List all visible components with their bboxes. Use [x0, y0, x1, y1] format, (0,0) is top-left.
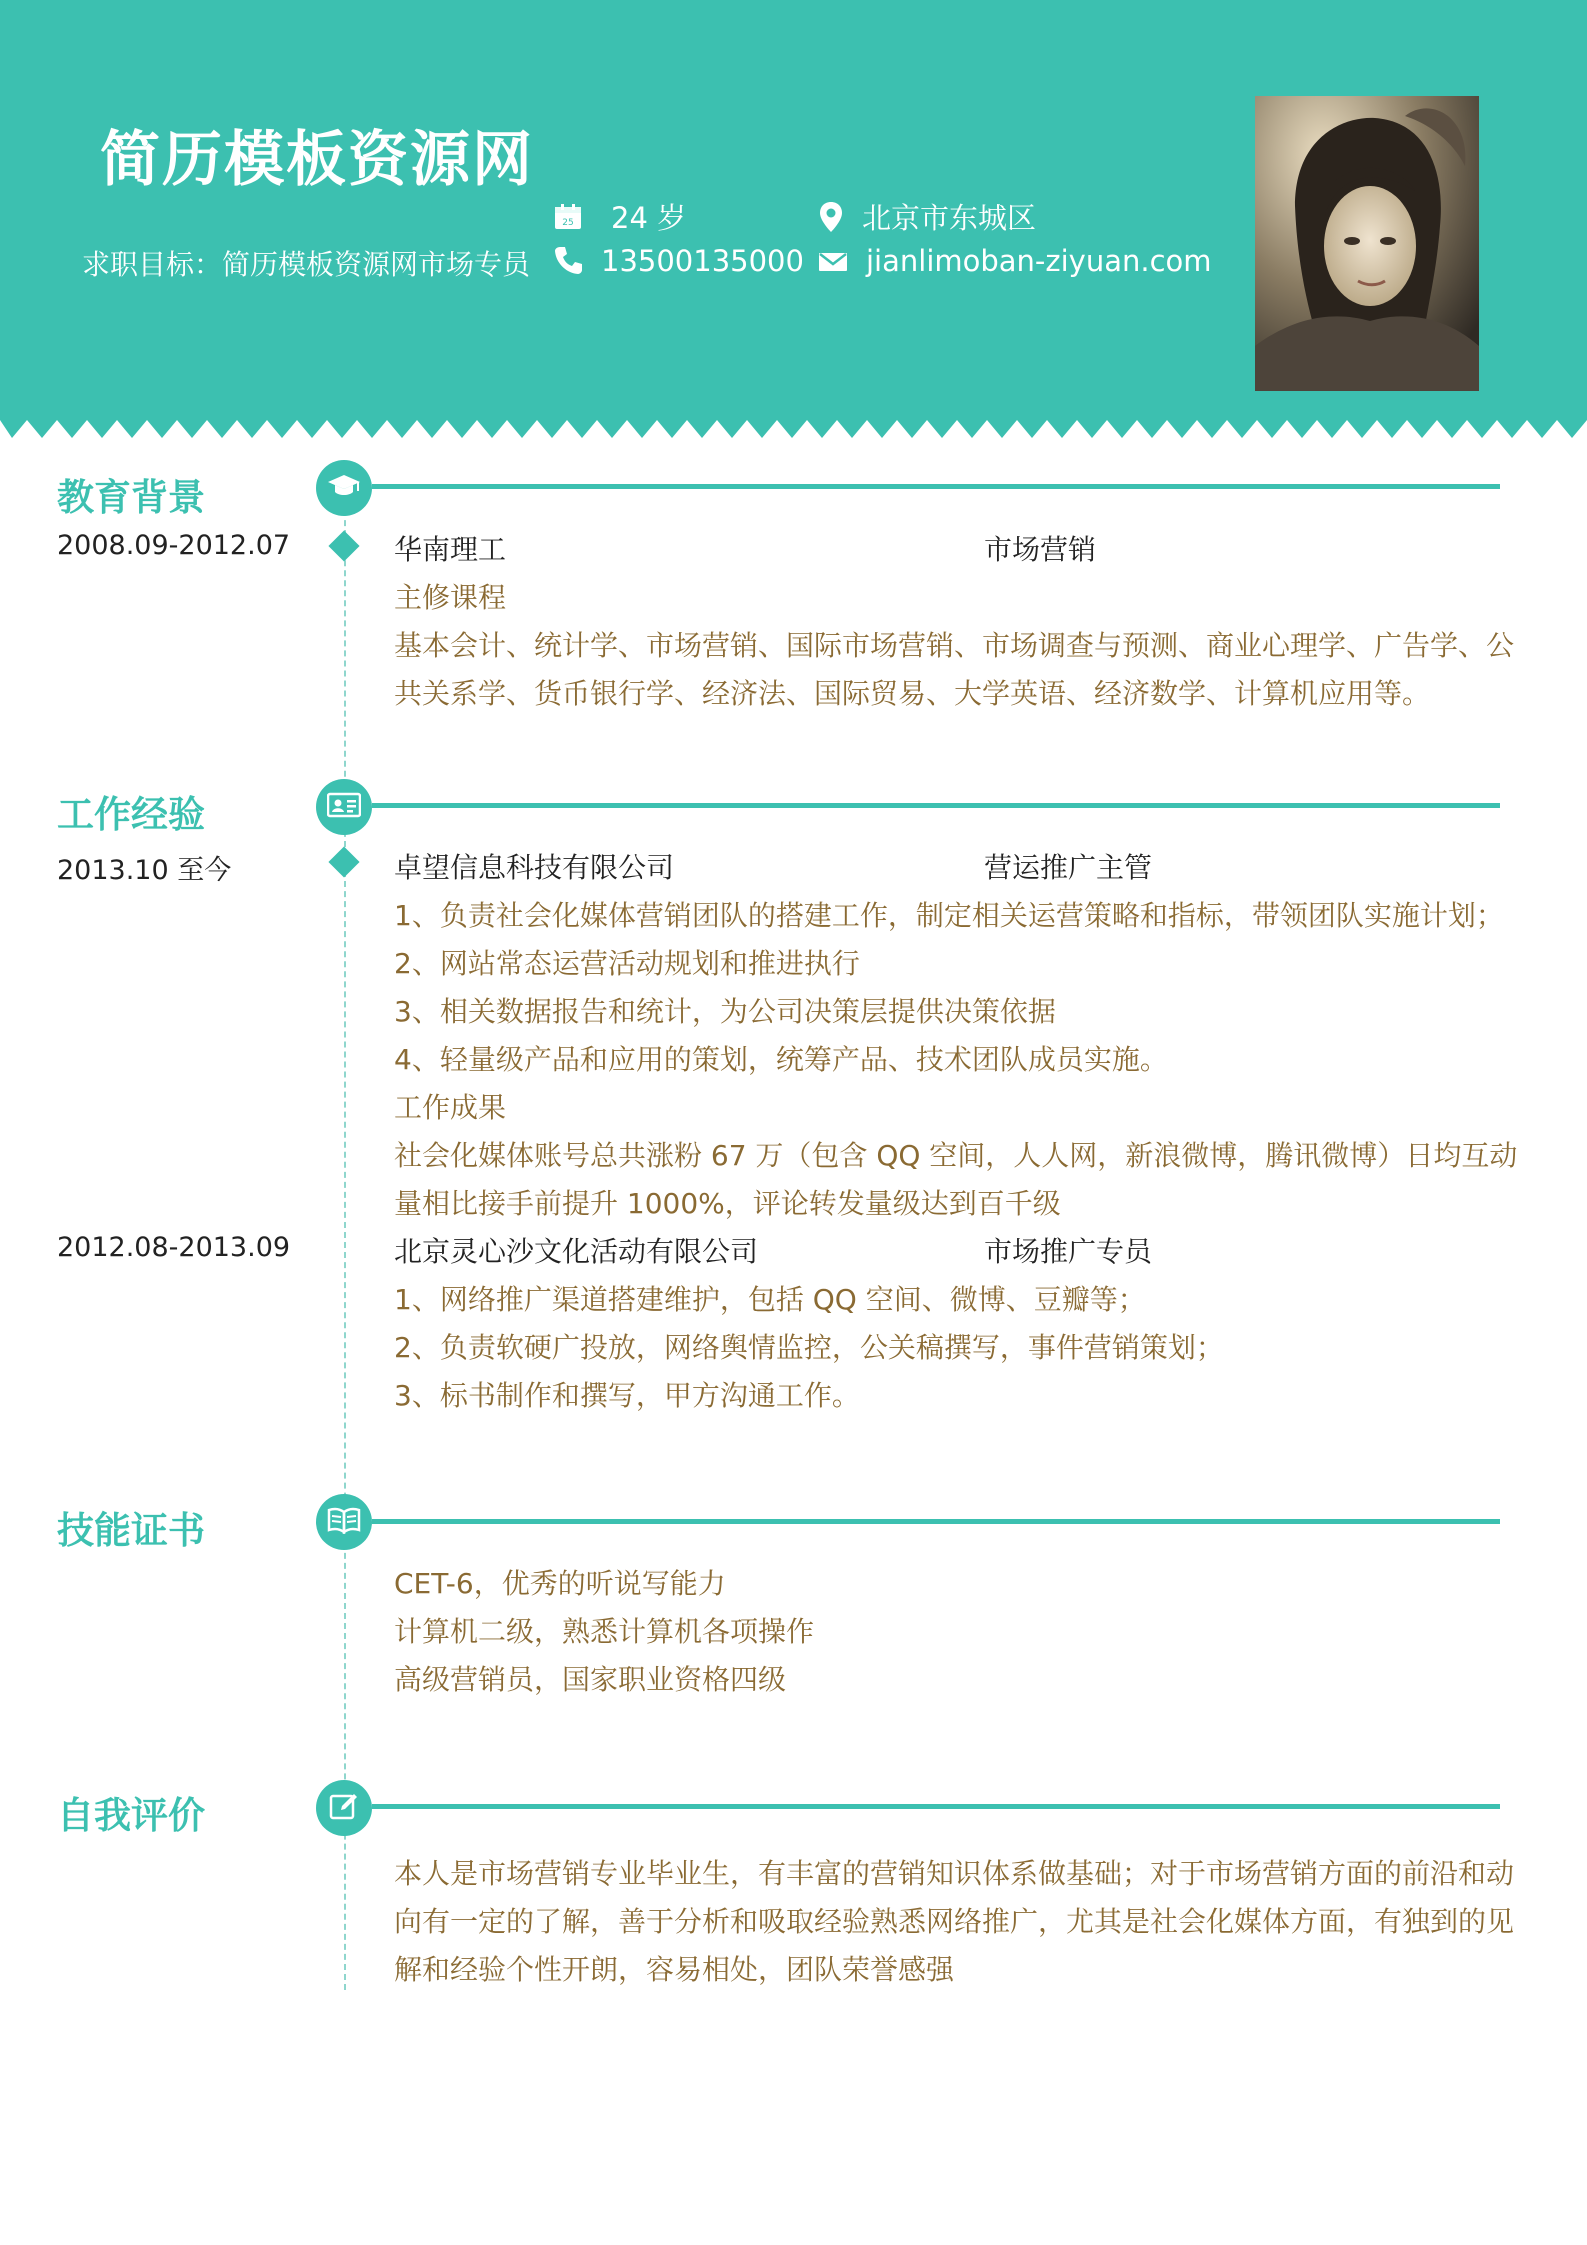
location-icon — [818, 201, 844, 240]
job-role: 营运推广主管 — [984, 851, 1153, 884]
courses-label: 主修课程 — [394, 581, 507, 614]
skill-item: CET-6，优秀的听说写能力 — [394, 1567, 726, 1600]
edit-icon — [329, 1791, 359, 1825]
job-duty: 1、网络推广渠道搭建维护，包括 QQ 空间、微博、豆瓣等； — [394, 1283, 1146, 1316]
job-company: 卓望信息科技有限公司 — [394, 851, 675, 884]
location-info — [818, 196, 1036, 240]
job-result-label: 工作成果 — [394, 1091, 507, 1124]
phone-value: 13500135000 — [601, 244, 804, 278]
skill-item: 计算机二级，熟悉计算机各项操作 — [394, 1615, 815, 1648]
mail-icon — [818, 246, 848, 280]
svg-text:25: 25 — [562, 217, 574, 228]
job-duty: 2、负责软硬广投放，网络舆情监控，公关稿撰写，事件营销策划； — [394, 1331, 1224, 1364]
skill-item: 高级营销员，国家职业资格四级 — [394, 1663, 787, 1696]
self-title: 自我评价 — [57, 1794, 205, 1837]
email-value: jianlimoban-ziyuan.com — [866, 244, 1212, 278]
job-duty: 1、负责社会化媒体营销团队的搭建工作，制定相关运营策略和指标，带领团队实施计划； — [394, 899, 1504, 932]
work-circle — [316, 779, 372, 835]
location-value: 北京市东城区 — [862, 201, 1037, 235]
job-role: 市场推广专员 — [984, 1235, 1153, 1268]
age-value: 24 岁 — [611, 201, 687, 235]
book-icon — [327, 1506, 361, 1538]
graduation-cap-icon — [327, 473, 361, 503]
education-circle — [316, 460, 372, 516]
objective-value: 简历模板资源网市场专员 — [222, 248, 531, 281]
education-marker — [328, 530, 359, 561]
zigzag-border — [0, 420, 1587, 448]
job-result: 社会化媒体账号总共涨粉 67 万（包含 QQ 空间，人人网，新浪微博，腾讯微博）日均互动 — [394, 1139, 1518, 1172]
job-company: 北京灵心沙文化活动有限公司 — [394, 1235, 759, 1268]
work-rule — [372, 803, 1500, 808]
email-info — [818, 244, 1212, 280]
education-school: 华南理工 — [394, 533, 507, 566]
job-duty: 2、网站常态运营活动规划和推进执行 — [394, 947, 860, 980]
age-info — [553, 196, 686, 238]
phone-icon — [553, 245, 583, 282]
self-circle — [316, 1780, 372, 1836]
skills-rule — [372, 1519, 1500, 1524]
id-card-icon — [327, 792, 361, 822]
education-date: 2008.09-2012.07 — [57, 530, 291, 561]
education-title: 教育背景 — [57, 476, 205, 519]
job-duty: 3、相关数据报告和统计，为公司决策层提供决策依据 — [394, 995, 1056, 1028]
job-result: 量相比接手前提升 1000%，评论转发量级达到百千级 — [394, 1187, 1061, 1220]
self-line: 向有一定的了解，善于分析和吸取经验熟悉网络推广，尤其是社会化媒体方面，有独到的见 — [394, 1905, 1515, 1938]
job-marker — [328, 846, 359, 877]
job-duty: 4、轻量级产品和应用的策划，统筹产品、技术团队成员实施。 — [394, 1043, 1168, 1076]
education-rule — [372, 484, 1500, 489]
resume-name: 简历模板资源网 — [100, 125, 534, 195]
job-date: 2013.10 至今 — [57, 855, 232, 886]
job-duty: 3、标书制作和撰写，甲方沟通工作。 — [394, 1379, 860, 1412]
work-title: 工作经验 — [57, 793, 205, 836]
profile-photo — [1255, 96, 1479, 391]
self-line: 本人是市场营销专业毕业生，有丰富的营销知识体系做基础；对于市场营销方面的前沿和动 — [394, 1857, 1515, 1890]
phone-info — [553, 244, 804, 282]
courses-line: 共关系学、货币银行学、经济法、国际贸易、大学英语、经济数学、计算机应用等。 — [394, 677, 1431, 710]
skills-title: 技能证书 — [57, 1509, 205, 1552]
calendar-icon — [553, 203, 583, 238]
self-rule — [372, 1804, 1500, 1809]
self-line: 解和经验个性开朗，容易相处，团队荣誉感强 — [394, 1953, 955, 1986]
objective-label: 求职目标： — [82, 248, 223, 281]
job-date: 2012.08-2013.09 — [57, 1232, 291, 1263]
education-major: 市场营销 — [984, 533, 1097, 566]
courses-line: 基本会计、统计学、市场营销、国际市场营销、市场调查与预测、商业心理学、广告学、公 — [394, 629, 1515, 662]
job-objective — [82, 243, 530, 283]
timeline-line — [344, 490, 346, 1990]
skills-circle — [316, 1494, 372, 1550]
